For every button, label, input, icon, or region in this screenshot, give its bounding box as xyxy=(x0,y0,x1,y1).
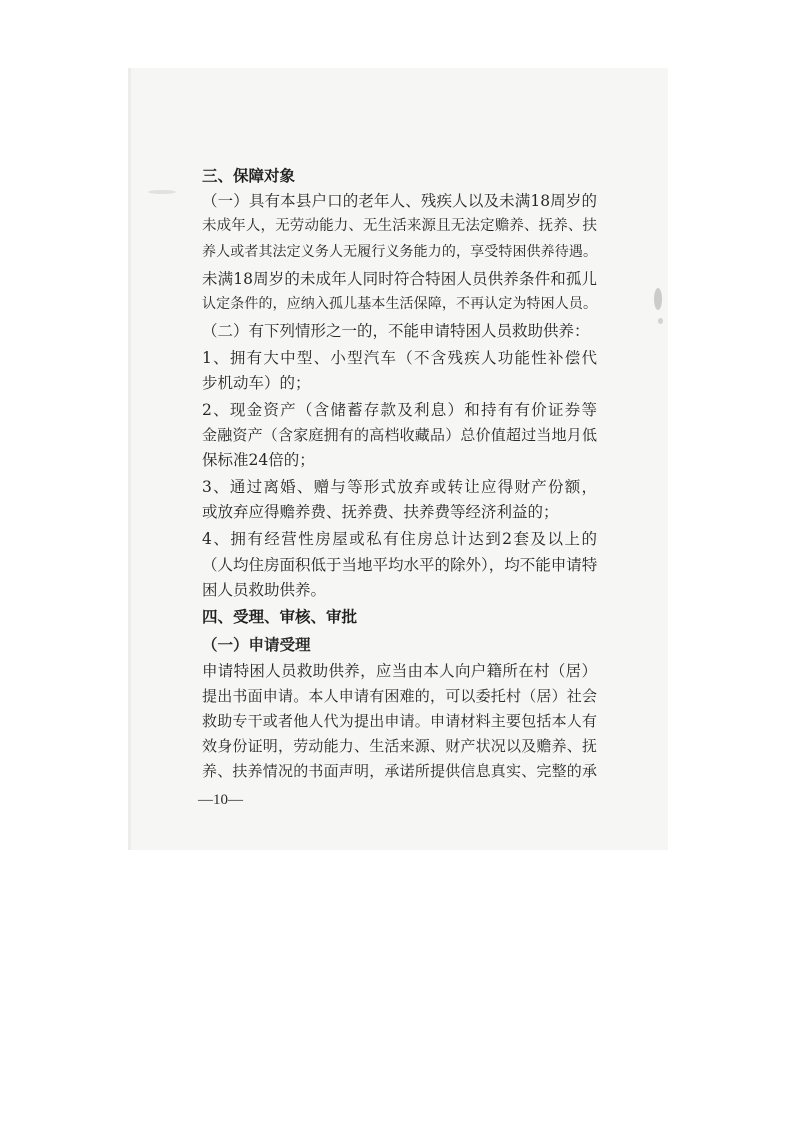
list-item-4 xyxy=(202,527,597,603)
section-3-heading: 三、保障对象 xyxy=(202,167,296,185)
paragraph-line: 效身份证明，劳动能力、生活来源、财产状况以及赡养、抚 xyxy=(202,737,597,756)
list-item-2 xyxy=(202,398,597,474)
list-item-3 xyxy=(202,475,597,525)
paragraph-line: 申请特困人员救助供养，应当由本人向户籍所在村（居） xyxy=(202,661,597,680)
paragraph-line: 1、拥有大中型、小型汽车（不含残疾人功能性补偿代 xyxy=(202,348,597,367)
scan-edge xyxy=(128,68,131,850)
paragraph-line: 4、拥有经营性房屋或私有住房总计达到2套及以上的 xyxy=(202,530,597,549)
paragraph-line: （二）有下列情形之一的，不能申请特困人员救助供养： xyxy=(202,321,590,340)
paragraph-line: 认定条件的，应纳入孤儿基本生活保障，不再认定为特困人员。 xyxy=(202,295,597,312)
paragraph-line: 保标准24倍的； xyxy=(202,451,315,470)
scan-blemish xyxy=(148,190,176,194)
section-3-paragraph-1 xyxy=(202,189,597,265)
paragraph-line: 或放弃应得赡养费、抚养费、扶养费等经济利益的； xyxy=(202,503,559,522)
paragraph-line: （人均住房面积低于当地平均水平的除外），均不能申请特 xyxy=(202,555,598,574)
paragraph-line: 步机动车）的； xyxy=(202,373,311,392)
paragraph-line: （一）具有本县户口的老年人、残疾人以及未满18周岁的 xyxy=(202,192,597,211)
paragraph-line: 困人员救助供养。 xyxy=(202,580,327,599)
paragraph-line: 养人或者其法定义务人无履行义务能力的，享受特困供养待遇。 xyxy=(202,243,597,260)
paragraph-line: 提出书面申请。本人申请有困难的，可以委托村（居）社会 xyxy=(202,686,597,705)
paragraph-line: 金融资产（含家庭拥有的高档收藏品）总价值超过当地月低 xyxy=(202,426,597,445)
paragraph-line: 未满18周岁的未成年人同时符合特困人员供养条件和孤儿 xyxy=(202,269,597,288)
section-3-paragraph-2 xyxy=(202,267,597,317)
paragraph-line: 2、现金资产（含储蓄存款及利息）和持有有价证券等 xyxy=(202,400,597,419)
section-4-heading: 四、受理、审核、审批 xyxy=(202,607,358,626)
document-body xyxy=(202,164,597,785)
paragraph-line: 未成年人，无劳动能力、无生活来源且无法定赡养、抚养、扶 xyxy=(202,218,597,235)
scan-blemish xyxy=(654,288,662,310)
section-4-paragraph-1 xyxy=(202,659,597,785)
paragraph-line: 养、扶养情况的书面声明，承诺所提供信息真实、完整的承 xyxy=(202,762,597,781)
section-4-subheading: （一）申请受理 xyxy=(202,634,311,654)
paragraph-line: 3、通过离婚、赠与等形式放弃或转让应得财产份额， xyxy=(202,478,597,497)
section-3-paragraph-3 xyxy=(202,319,597,344)
paragraph-line: 救助专干或者他人代为提出申请。申请材料主要包括本人有 xyxy=(202,712,597,731)
scan-blemish xyxy=(658,318,663,324)
list-item-1 xyxy=(202,346,597,396)
page-number: —10— xyxy=(198,792,243,808)
